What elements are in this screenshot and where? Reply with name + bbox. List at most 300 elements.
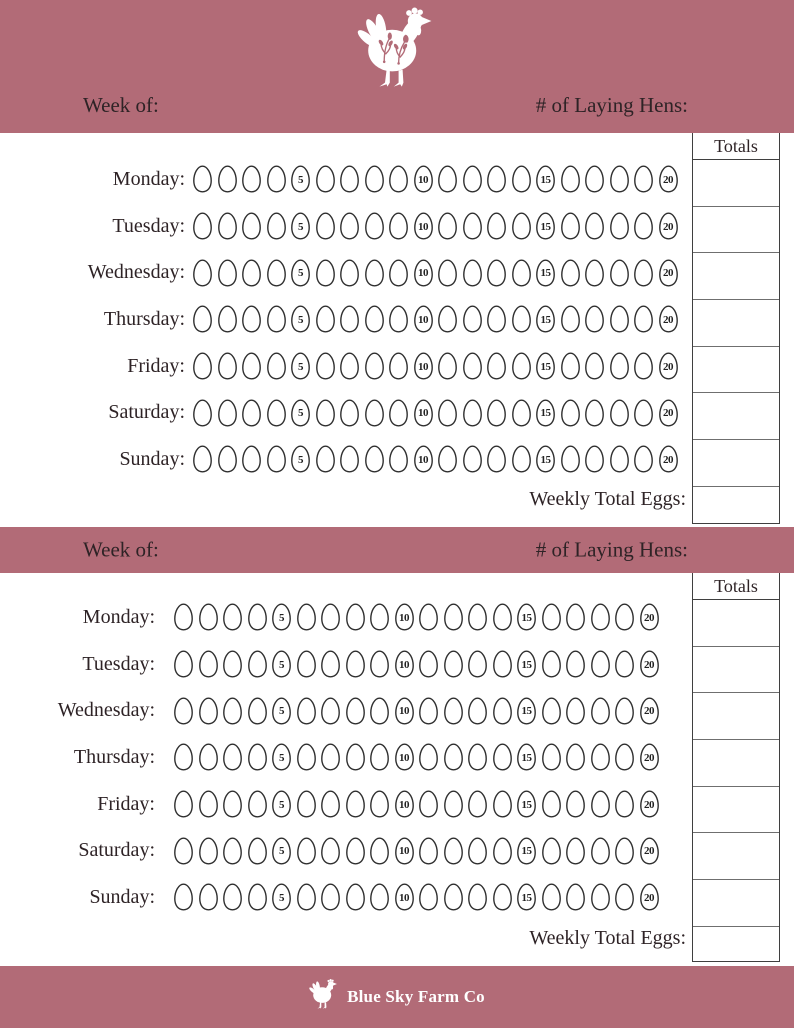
egg-checkbox[interactable]: [413, 399, 434, 427]
egg-checkbox[interactable]: [462, 352, 483, 380]
egg-checkbox[interactable]: [315, 259, 336, 287]
egg-checkbox[interactable]: [290, 445, 311, 473]
egg-checkbox[interactable]: [241, 445, 262, 473]
egg-checkbox[interactable]: [584, 165, 605, 193]
daily-total-cell[interactable]: [693, 393, 779, 440]
egg-checkbox[interactable]: [247, 790, 268, 818]
egg-checkbox[interactable]: [658, 399, 679, 427]
egg-checkbox[interactable]: [609, 212, 630, 240]
egg-checkbox[interactable]: [565, 603, 586, 631]
egg-checkbox[interactable]: [614, 883, 635, 911]
egg-checkbox[interactable]: [633, 399, 654, 427]
egg-checkbox[interactable]: [418, 650, 439, 678]
egg-checkbox[interactable]: [296, 883, 317, 911]
egg-checkbox[interactable]: [633, 212, 654, 240]
egg-checkbox[interactable]: [217, 305, 238, 333]
egg-checkbox[interactable]: [658, 352, 679, 380]
egg-checkbox[interactable]: [418, 883, 439, 911]
egg-checkbox[interactable]: [443, 837, 464, 865]
egg-checkbox[interactable]: [639, 697, 660, 725]
egg-checkbox[interactable]: [584, 212, 605, 240]
egg-checkbox[interactable]: [516, 743, 537, 771]
egg-checkbox[interactable]: [345, 743, 366, 771]
egg-checkbox[interactable]: [364, 305, 385, 333]
egg-checkbox[interactable]: [462, 212, 483, 240]
egg-checkbox[interactable]: [560, 352, 581, 380]
egg-checkbox[interactable]: [639, 837, 660, 865]
egg-checkbox[interactable]: [584, 259, 605, 287]
egg-checkbox[interactable]: [516, 790, 537, 818]
egg-checkbox[interactable]: [584, 352, 605, 380]
egg-checkbox[interactable]: [565, 790, 586, 818]
egg-checkbox[interactable]: [560, 259, 581, 287]
egg-checkbox[interactable]: [590, 603, 611, 631]
egg-checkbox[interactable]: [222, 883, 243, 911]
egg-checkbox[interactable]: [320, 650, 341, 678]
egg-checkbox[interactable]: [394, 650, 415, 678]
egg-checkbox[interactable]: [486, 445, 507, 473]
egg-checkbox[interactable]: [535, 259, 556, 287]
egg-checkbox[interactable]: [290, 165, 311, 193]
egg-checkbox[interactable]: [394, 697, 415, 725]
egg-checkbox[interactable]: [639, 743, 660, 771]
egg-checkbox[interactable]: [339, 259, 360, 287]
egg-checkbox[interactable]: [413, 259, 434, 287]
egg-checkbox[interactable]: [266, 352, 287, 380]
egg-checkbox[interactable]: [437, 399, 458, 427]
weekly-total-cell[interactable]: [693, 927, 779, 961]
egg-checkbox[interactable]: [315, 165, 336, 193]
egg-checkbox[interactable]: [462, 305, 483, 333]
egg-checkbox[interactable]: [320, 697, 341, 725]
egg-checkbox[interactable]: [369, 743, 390, 771]
egg-checkbox[interactable]: [492, 883, 513, 911]
egg-checkbox[interactable]: [296, 743, 317, 771]
egg-checkbox[interactable]: [266, 165, 287, 193]
egg-checkbox[interactable]: [443, 743, 464, 771]
egg-checkbox[interactable]: [364, 352, 385, 380]
egg-checkbox[interactable]: [565, 697, 586, 725]
egg-checkbox[interactable]: [247, 603, 268, 631]
egg-checkbox[interactable]: [173, 603, 194, 631]
egg-checkbox[interactable]: [266, 259, 287, 287]
daily-total-cell[interactable]: [693, 160, 779, 207]
egg-checkbox[interactable]: [462, 165, 483, 193]
egg-checkbox[interactable]: [241, 399, 262, 427]
egg-checkbox[interactable]: [639, 790, 660, 818]
daily-total-cell[interactable]: [693, 693, 779, 740]
egg-checkbox[interactable]: [369, 603, 390, 631]
egg-checkbox[interactable]: [192, 399, 213, 427]
egg-checkbox[interactable]: [339, 445, 360, 473]
egg-checkbox[interactable]: [394, 790, 415, 818]
egg-checkbox[interactable]: [247, 650, 268, 678]
egg-checkbox[interactable]: [247, 883, 268, 911]
egg-checkbox[interactable]: [614, 697, 635, 725]
egg-checkbox[interactable]: [492, 743, 513, 771]
egg-milestone-number: 10: [418, 313, 428, 326]
egg-checkbox[interactable]: [296, 603, 317, 631]
egg-checkbox[interactable]: [535, 165, 556, 193]
egg-checkbox[interactable]: [241, 352, 262, 380]
egg-checkbox[interactable]: [413, 305, 434, 333]
egg-checkbox[interactable]: [247, 837, 268, 865]
egg-checkbox[interactable]: [443, 883, 464, 911]
egg-checkbox[interactable]: [541, 603, 562, 631]
egg-checkbox[interactable]: [394, 603, 415, 631]
egg-checkbox[interactable]: [467, 603, 488, 631]
egg-checkbox[interactable]: [339, 352, 360, 380]
daily-total-cell[interactable]: [693, 347, 779, 394]
egg-checkbox[interactable]: [535, 352, 556, 380]
egg-checkbox[interactable]: [315, 352, 336, 380]
egg-checkbox[interactable]: [413, 445, 434, 473]
egg-checkbox[interactable]: [467, 743, 488, 771]
egg-checkbox[interactable]: [511, 165, 532, 193]
egg-checkbox[interactable]: [413, 212, 434, 240]
egg-checkbox[interactable]: [609, 165, 630, 193]
egg-checkbox[interactable]: [590, 790, 611, 818]
egg-checkbox[interactable]: [217, 212, 238, 240]
egg-checkbox[interactable]: [266, 445, 287, 473]
egg-checkbox[interactable]: [658, 165, 679, 193]
egg-checkbox[interactable]: [560, 212, 581, 240]
egg-checkbox[interactable]: [192, 259, 213, 287]
egg-checkbox[interactable]: [222, 650, 243, 678]
egg-checkbox[interactable]: [345, 697, 366, 725]
egg-checkbox[interactable]: [443, 697, 464, 725]
egg-checkbox[interactable]: [511, 352, 532, 380]
egg-checkbox[interactable]: [315, 445, 336, 473]
egg-checkbox[interactable]: [590, 837, 611, 865]
egg-checkbox[interactable]: [173, 790, 194, 818]
egg-checkbox[interactable]: [535, 305, 556, 333]
egg-checkbox[interactable]: [198, 650, 219, 678]
egg-checkbox[interactable]: [658, 212, 679, 240]
egg-checkbox[interactable]: [271, 790, 292, 818]
egg-checkbox[interactable]: [320, 837, 341, 865]
egg-checkbox[interactable]: [217, 165, 238, 193]
egg-checkbox[interactable]: [609, 445, 630, 473]
egg-checkbox[interactable]: [241, 259, 262, 287]
daily-total-cell[interactable]: [693, 647, 779, 694]
egg-checkbox[interactable]: [590, 697, 611, 725]
egg-checkbox[interactable]: [173, 650, 194, 678]
egg-checkbox[interactable]: [609, 352, 630, 380]
egg-checkbox[interactable]: [266, 399, 287, 427]
egg-checkbox[interactable]: [437, 305, 458, 333]
egg-row: [173, 603, 663, 631]
egg-checkbox[interactable]: [266, 305, 287, 333]
egg-checkbox[interactable]: [590, 743, 611, 771]
egg-checkbox[interactable]: [462, 259, 483, 287]
egg-checkbox[interactable]: [369, 790, 390, 818]
egg-checkbox[interactable]: [241, 305, 262, 333]
egg-checkbox[interactable]: [418, 837, 439, 865]
egg-checkbox[interactable]: [198, 697, 219, 725]
egg-checkbox[interactable]: [590, 883, 611, 911]
egg-checkbox[interactable]: [437, 352, 458, 380]
egg-checkbox[interactable]: [492, 697, 513, 725]
daily-total-cell[interactable]: [693, 833, 779, 880]
egg-checkbox[interactable]: [511, 212, 532, 240]
egg-checkbox[interactable]: [222, 697, 243, 725]
egg-checkbox[interactable]: [565, 837, 586, 865]
egg-checkbox[interactable]: [467, 650, 488, 678]
egg-checkbox[interactable]: [198, 883, 219, 911]
egg-checkbox[interactable]: [492, 790, 513, 818]
egg-checkbox[interactable]: [511, 259, 532, 287]
egg-checkbox[interactable]: [222, 790, 243, 818]
egg-checkbox[interactable]: [320, 790, 341, 818]
egg-checkbox[interactable]: [511, 305, 532, 333]
egg-checkbox[interactable]: [364, 259, 385, 287]
egg-checkbox[interactable]: [345, 883, 366, 911]
egg-checkbox[interactable]: [192, 352, 213, 380]
egg-checkbox[interactable]: [413, 165, 434, 193]
egg-checkbox[interactable]: [315, 399, 336, 427]
egg-checkbox[interactable]: [192, 305, 213, 333]
daily-total-cell[interactable]: [693, 253, 779, 300]
egg-checkbox[interactable]: [560, 399, 581, 427]
egg-checkbox[interactable]: [486, 165, 507, 193]
daily-total-cell[interactable]: [693, 740, 779, 787]
day-row: [0, 734, 663, 781]
egg-checkbox[interactable]: [290, 305, 311, 333]
egg-checkbox[interactable]: [565, 743, 586, 771]
egg-checkbox[interactable]: [492, 603, 513, 631]
egg-checkbox[interactable]: [364, 399, 385, 427]
egg-checkbox[interactable]: [241, 212, 262, 240]
egg-checkbox[interactable]: [437, 165, 458, 193]
egg-checkbox[interactable]: [560, 165, 581, 193]
egg-checkbox[interactable]: [296, 697, 317, 725]
egg-checkbox[interactable]: [516, 837, 537, 865]
egg-checkbox[interactable]: [198, 603, 219, 631]
egg-checkbox[interactable]: [633, 445, 654, 473]
egg-checkbox[interactable]: [394, 883, 415, 911]
egg-checkbox[interactable]: [486, 305, 507, 333]
egg-checkbox[interactable]: [296, 650, 317, 678]
egg-checkbox[interactable]: [535, 212, 556, 240]
egg-checkbox[interactable]: [271, 697, 292, 725]
egg-checkbox[interactable]: [388, 445, 409, 473]
egg-checkbox[interactable]: [541, 743, 562, 771]
egg-checkbox[interactable]: [364, 445, 385, 473]
egg-checkbox[interactable]: [388, 305, 409, 333]
egg-checkbox[interactable]: [609, 259, 630, 287]
egg-checkbox[interactable]: [590, 650, 611, 678]
egg-checkbox[interactable]: [198, 743, 219, 771]
egg-checkbox[interactable]: [394, 743, 415, 771]
egg-checkbox[interactable]: [516, 697, 537, 725]
egg-checkbox[interactable]: [192, 165, 213, 193]
egg-checkbox[interactable]: [633, 305, 654, 333]
egg-checkbox[interactable]: [541, 883, 562, 911]
egg-checkbox[interactable]: [658, 259, 679, 287]
egg-checkbox[interactable]: [339, 212, 360, 240]
egg-checkbox[interactable]: [345, 650, 366, 678]
egg-checkbox[interactable]: [639, 650, 660, 678]
egg-checkbox[interactable]: [443, 603, 464, 631]
egg-checkbox[interactable]: [388, 259, 409, 287]
egg-checkbox[interactable]: [418, 697, 439, 725]
egg-milestone-number: 15: [540, 267, 551, 280]
egg-checkbox[interactable]: [173, 837, 194, 865]
egg-checkbox[interactable]: [462, 445, 483, 473]
egg-checkbox[interactable]: [290, 259, 311, 287]
egg-checkbox[interactable]: [418, 743, 439, 771]
egg-checkbox[interactable]: [535, 399, 556, 427]
egg-checkbox[interactable]: [222, 837, 243, 865]
egg-checkbox[interactable]: [614, 650, 635, 678]
egg-checkbox[interactable]: [271, 650, 292, 678]
egg-checkbox[interactable]: [217, 399, 238, 427]
egg-checkbox[interactable]: [173, 883, 194, 911]
egg-checkbox[interactable]: [388, 165, 409, 193]
egg-checkbox[interactable]: [565, 883, 586, 911]
weekly-total-cell[interactable]: [693, 487, 779, 523]
egg-checkbox[interactable]: [437, 212, 458, 240]
egg-checkbox[interactable]: [541, 790, 562, 818]
egg-checkbox[interactable]: [541, 697, 562, 725]
egg-checkbox[interactable]: [296, 790, 317, 818]
egg-checkbox[interactable]: [173, 743, 194, 771]
egg-checkbox[interactable]: [639, 883, 660, 911]
egg-checkbox[interactable]: [467, 790, 488, 818]
egg-checkbox[interactable]: [369, 883, 390, 911]
egg-checkbox[interactable]: [486, 399, 507, 427]
egg-checkbox[interactable]: [437, 259, 458, 287]
egg-checkbox[interactable]: [516, 603, 537, 631]
egg-checkbox[interactable]: [535, 445, 556, 473]
egg-checkbox[interactable]: [418, 603, 439, 631]
egg-checkbox[interactable]: [271, 883, 292, 911]
egg-checkbox[interactable]: [541, 650, 562, 678]
egg-checkbox[interactable]: [222, 603, 243, 631]
daily-total-cell[interactable]: [693, 787, 779, 834]
egg-checkbox[interactable]: [364, 165, 385, 193]
egg-checkbox[interactable]: [511, 399, 532, 427]
egg-checkbox[interactable]: [467, 837, 488, 865]
daily-total-cell[interactable]: [693, 300, 779, 347]
egg-checkbox[interactable]: [462, 399, 483, 427]
egg-checkbox[interactable]: [241, 165, 262, 193]
egg-checkbox[interactable]: [266, 212, 287, 240]
egg-checkbox[interactable]: [271, 603, 292, 631]
egg-checkbox[interactable]: [290, 352, 311, 380]
egg-checkbox[interactable]: [271, 837, 292, 865]
egg-checkbox[interactable]: [413, 352, 434, 380]
egg-checkbox[interactable]: [492, 650, 513, 678]
egg-checkbox[interactable]: [614, 790, 635, 818]
egg-checkbox[interactable]: [320, 603, 341, 631]
egg-checkbox[interactable]: [388, 352, 409, 380]
egg-checkbox[interactable]: [541, 837, 562, 865]
egg-checkbox[interactable]: [247, 697, 268, 725]
egg-checkbox[interactable]: [516, 650, 537, 678]
egg-checkbox[interactable]: [364, 212, 385, 240]
egg-checkbox[interactable]: [633, 352, 654, 380]
egg-checkbox[interactable]: [614, 837, 635, 865]
egg-checkbox[interactable]: [560, 445, 581, 473]
egg-checkbox[interactable]: [247, 743, 268, 771]
egg-checkbox[interactable]: [565, 650, 586, 678]
egg-checkbox[interactable]: [315, 305, 336, 333]
egg-checkbox[interactable]: [467, 883, 488, 911]
daily-total-cell[interactable]: [693, 207, 779, 254]
egg-checkbox[interactable]: [173, 697, 194, 725]
egg-checkbox[interactable]: [192, 212, 213, 240]
egg-checkbox[interactable]: [614, 603, 635, 631]
egg-checkbox[interactable]: [192, 445, 213, 473]
egg-checkbox[interactable]: [584, 305, 605, 333]
egg-checkbox[interactable]: [296, 837, 317, 865]
egg-checkbox[interactable]: [320, 743, 341, 771]
egg-checkbox[interactable]: [584, 399, 605, 427]
egg-checkbox[interactable]: [584, 445, 605, 473]
egg-checkbox[interactable]: [486, 259, 507, 287]
egg-checkbox[interactable]: [369, 697, 390, 725]
daily-total-cell[interactable]: [693, 600, 779, 647]
egg-checkbox[interactable]: [345, 790, 366, 818]
egg-checkbox[interactable]: [339, 165, 360, 193]
egg-checkbox[interactable]: [217, 352, 238, 380]
daily-total-cell[interactable]: [693, 880, 779, 927]
egg-checkbox[interactable]: [217, 259, 238, 287]
egg-checkbox[interactable]: [511, 445, 532, 473]
egg-checkbox[interactable]: [437, 445, 458, 473]
egg-checkbox[interactable]: [394, 837, 415, 865]
egg-checkbox[interactable]: [639, 603, 660, 631]
egg-checkbox[interactable]: [315, 212, 336, 240]
egg-checkbox[interactable]: [345, 603, 366, 631]
egg-checkbox[interactable]: [339, 399, 360, 427]
egg-checkbox[interactable]: [320, 883, 341, 911]
egg-checkbox[interactable]: [388, 212, 409, 240]
egg-checkbox[interactable]: [633, 259, 654, 287]
egg-checkbox[interactable]: [486, 352, 507, 380]
egg-checkbox[interactable]: [418, 790, 439, 818]
egg-checkbox[interactable]: [443, 790, 464, 818]
egg-checkbox[interactable]: [633, 165, 654, 193]
egg-checkbox[interactable]: [609, 305, 630, 333]
egg-checkbox[interactable]: [345, 837, 366, 865]
egg-checkbox[interactable]: [271, 743, 292, 771]
egg-checkbox[interactable]: [388, 399, 409, 427]
egg-checkbox[interactable]: [290, 399, 311, 427]
egg-checkbox[interactable]: [486, 212, 507, 240]
egg-checkbox[interactable]: [658, 305, 679, 333]
egg-checkbox[interactable]: [560, 305, 581, 333]
egg-checkbox[interactable]: [658, 445, 679, 473]
egg-checkbox[interactable]: [492, 837, 513, 865]
egg-checkbox[interactable]: [339, 305, 360, 333]
egg-checkbox[interactable]: [290, 212, 311, 240]
egg-checkbox[interactable]: [369, 650, 390, 678]
egg-checkbox[interactable]: [222, 743, 243, 771]
egg-checkbox[interactable]: [614, 743, 635, 771]
egg-checkbox[interactable]: [516, 883, 537, 911]
egg-checkbox[interactable]: [217, 445, 238, 473]
egg-checkbox[interactable]: [467, 697, 488, 725]
egg-checkbox[interactable]: [369, 837, 390, 865]
egg-checkbox[interactable]: [198, 790, 219, 818]
egg-checkbox[interactable]: [609, 399, 630, 427]
egg-checkbox[interactable]: [198, 837, 219, 865]
daily-total-cell[interactable]: [693, 440, 779, 487]
egg-checkbox[interactable]: [443, 650, 464, 678]
